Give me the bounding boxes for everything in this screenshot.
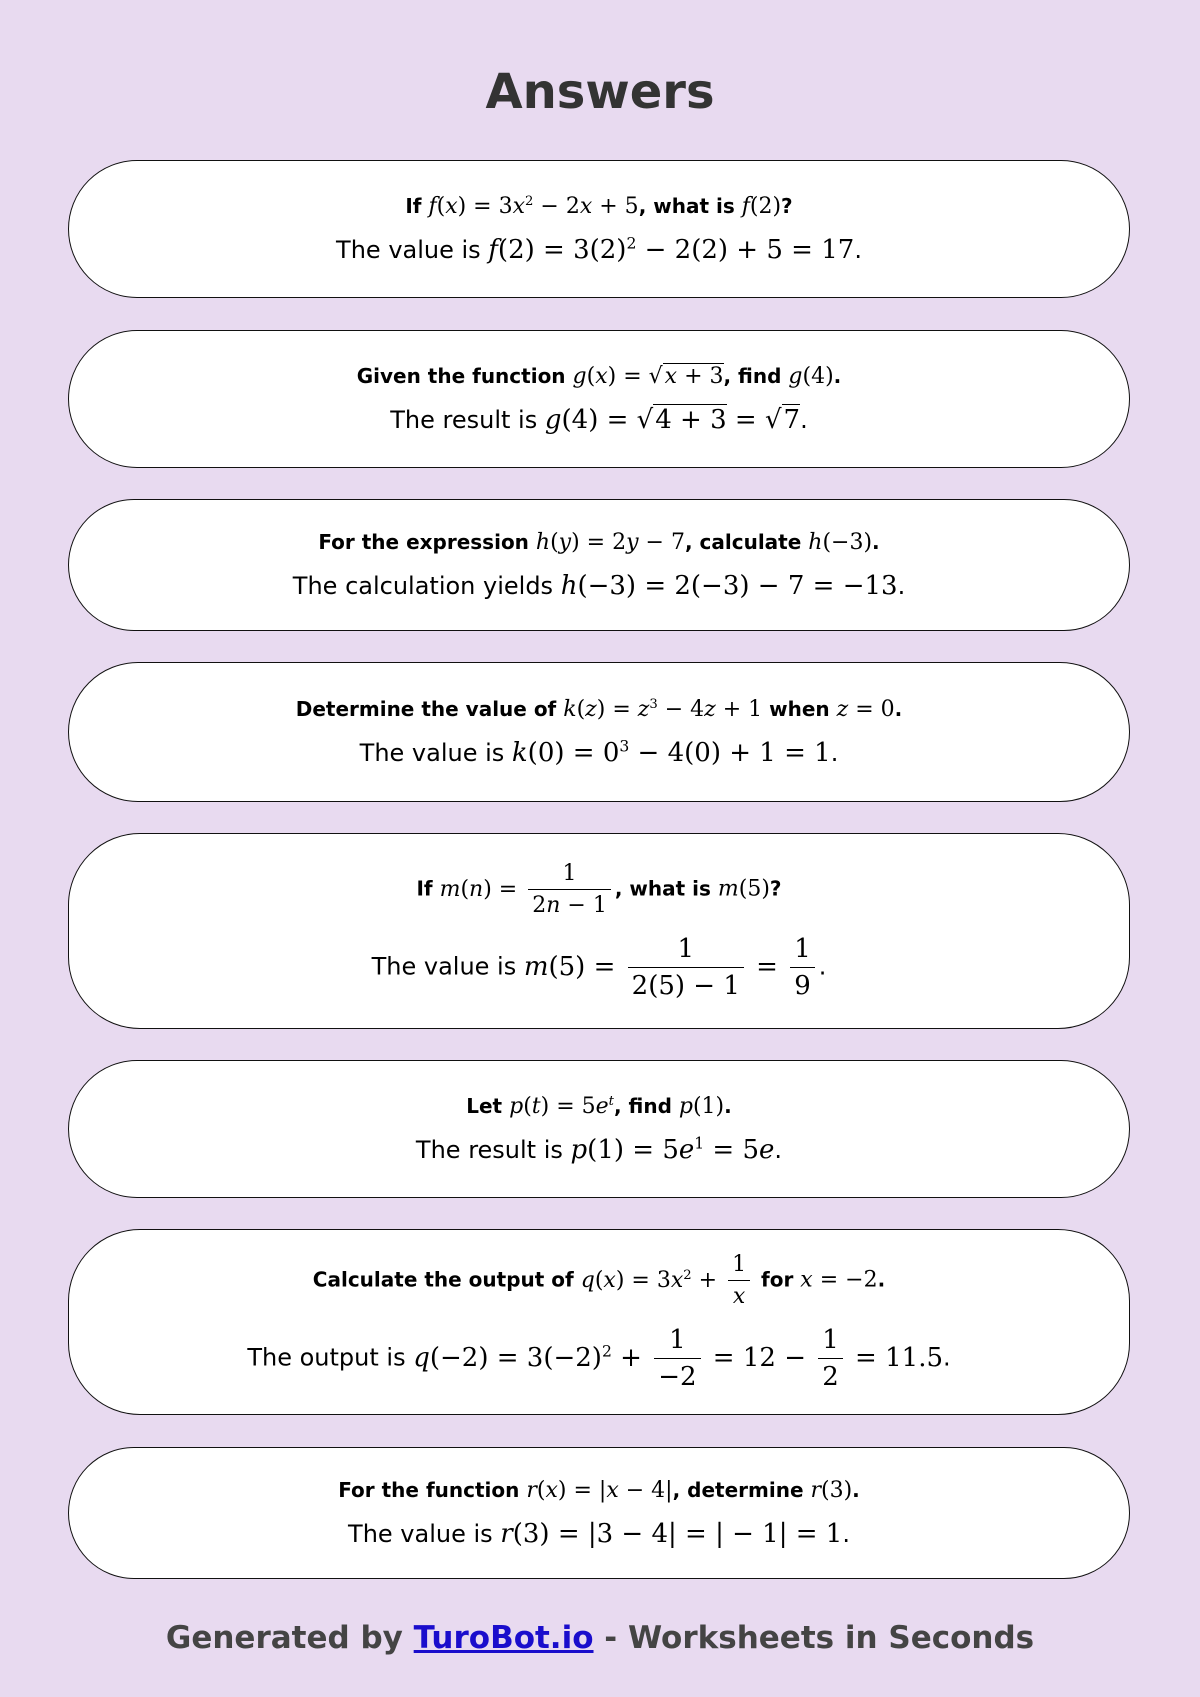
question-text: If m(n) = $\frac{1}{2n - 1}$ , what is m(5)? xyxy=(416,861,782,918)
question-text: Calculate the output of $q(x) = 3x^2$ + $\frac{1}{x}$ for x = −2. xyxy=(312,1252,886,1309)
answer-text: The output is $q(-2) = 3(-2)^2$ + $\frac{1}{-2}$ = 12 − $\frac{1}{2}$ = 11.5. xyxy=(247,1325,951,1392)
math-expression: $q(x) = 3x^2$ + $\frac{1}{x}$ xyxy=(581,1268,754,1293)
math-expression: g(4) = √4 + 3 = √7 xyxy=(544,404,801,435)
footer: Generated by TuroBot.io - Worksheets in Seconds xyxy=(165,1620,1035,1656)
answer-card xyxy=(68,160,1130,298)
math-expression: z = 0 xyxy=(836,696,895,722)
math-expression: r(3) xyxy=(810,1477,853,1503)
answer-text: The value is $f(2) = 3(2)^2 - 2(2) + 5 = 17$. xyxy=(336,234,862,265)
answer-text: The value is $k(0) = 0^3 - 4(0) + 1 = 1$. xyxy=(359,737,839,768)
answer-card xyxy=(68,499,1130,631)
math-expression: g(4) xyxy=(788,363,834,389)
page-title: Answers xyxy=(485,64,715,120)
question-text: For the function r(x) = |x − 4|, determine r(3). xyxy=(338,1477,860,1503)
math-expression: h(−3) xyxy=(808,529,873,555)
math-expression: $p(1) = 5e^1 = 5e$ xyxy=(570,1134,775,1165)
question-text: Let $p(t) = 5e^t$, find p(1). xyxy=(466,1093,732,1119)
math-expression: m(5) xyxy=(717,876,770,902)
math-expression: $f(x) = 3x^2 - 2x + 5$ xyxy=(428,193,639,219)
math-expression: $f(2) = 3(2)^2 - 2(2) + 5 = 17$ xyxy=(488,234,855,265)
question-text: Given the function g(x) = √x + 3, find g(4). xyxy=(356,363,842,389)
math-expression: $q(-2) = 3(-2)^2$ + $\frac{1}{-2}$ = 12 − $\frac{1}{2}$ = 11.5 xyxy=(413,1325,944,1392)
question-text: If $f(x) = 3x^2 - 2x + 5$, what is f(2)? xyxy=(405,193,793,219)
math-expression: m(n) = $\frac{1}{2n - 1}$ xyxy=(440,877,615,902)
answer-text: The result is $p(1) = 5e^1 = 5e$. xyxy=(415,1134,783,1165)
answer-card xyxy=(68,662,1130,802)
math-expression: $p(t) = 5e^t$ xyxy=(509,1093,614,1119)
math-expression: m(5) = $\frac{1}{2(5) - 1}$ = $\frac{1}{9}$ xyxy=(524,952,819,982)
answer-card xyxy=(68,330,1130,468)
answer-card xyxy=(68,1060,1130,1198)
answer-card xyxy=(68,1447,1130,1579)
math-expression: g(x) = √x + 3 xyxy=(572,363,724,389)
math-expression: $k(z) = z^3 - 4z + 1$ xyxy=(563,696,763,722)
answer-text: The value is m(5) = $\frac{1}{2(5) - 1}$ = $\frac{1}{9}$ . xyxy=(371,934,827,1001)
math-expression: f(2) xyxy=(741,193,782,219)
answer-card xyxy=(68,1229,1130,1415)
math-expression: r(3) = |3 − 4| = | − 1| = 1 xyxy=(500,1518,843,1549)
answer-text: The result is g(4) = √4 + 3 = √7. xyxy=(390,404,808,435)
question-text: For the expression h(y) = 2y − 7, calculate h(−3). xyxy=(318,529,880,555)
math-expression: h(y) = 2y − 7 xyxy=(535,529,685,555)
turobot-link[interactable]: TuroBot.io xyxy=(413,1620,594,1656)
answer-card xyxy=(68,833,1130,1029)
math-expression: p(1) xyxy=(678,1093,725,1119)
math-expression: $k(0) = 0^3 - 4(0) + 1 = 1$ xyxy=(511,737,831,768)
question-text: Determine the value of $k(z) = z^3 - 4z + 1$ when z = 0. xyxy=(295,696,903,722)
math-expression: r(x) = |x − 4| xyxy=(526,1477,673,1503)
answer-text: The value is r(3) = |3 − 4| = | − 1| = 1. xyxy=(348,1518,850,1549)
math-expression: h(−3) = 2(−3) − 7 = −13 xyxy=(560,570,898,601)
math-expression: x = −2 xyxy=(800,1267,878,1293)
answer-text: The calculation yields h(−3) = 2(−3) − 7 = −13. xyxy=(292,570,906,601)
